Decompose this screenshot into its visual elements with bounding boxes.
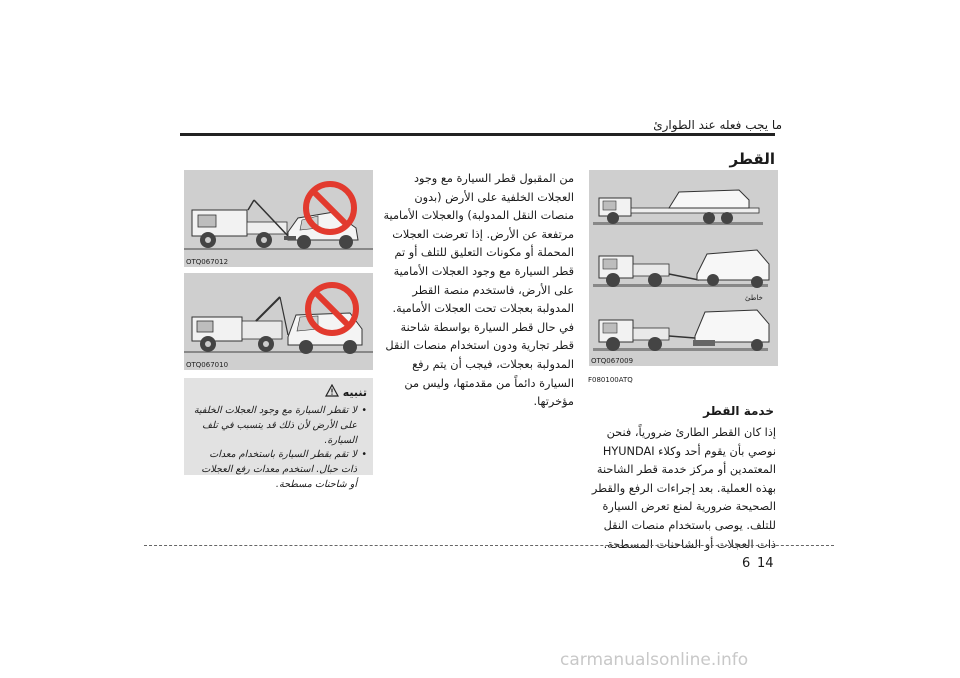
- figure-label: OTQ067009: [591, 357, 634, 365]
- page-number: 14: [757, 556, 774, 571]
- figure-label: OTQ067010: [186, 361, 229, 369]
- header-rule: [180, 133, 775, 136]
- section-title: القطر: [729, 150, 775, 168]
- figure-wrong-sling-tow: [184, 273, 373, 370]
- towing-paragraph: من المقبول قطر السيارة مع وجود العجلات الخلفية على الأرض (بدون منصات النقل المدولبة) والعجلات الأمامية مرتفعة عن الأرض. إذا تعرضت العجلات المحملة أو مكونات التعليق للتلف أو تم قطر السيارة مع وجود العجلات الأمامية على الأرض، فاستخدم منصة القطر المدولبة بعجلات تحت العجلات الأمامية. في حال قطر السيارة بواسطة شاحنة قطر تجارية ودون استخدام منصات النقل المدولبة بعجلات، فيجب أن يتم رفع السيارة دائماً من مقدمتها، وليس من مؤخرتها.: [383, 172, 574, 409]
- caution-heading: [325, 384, 367, 400]
- figure-correct-towing-methods: [589, 170, 778, 366]
- figure-code: F080100ATQ: [588, 376, 633, 384]
- figure-wrong-flatbed-rear: [184, 170, 373, 267]
- service-paragraph: إذا كان القطر الطارئ ضرورياً، فنحن نوصي بأن يقوم أحد وكلاء HYUNDAI المعتمدين أو مركز خدمة قطر الشاحنة بهذه العملية. بعد إجراءات الرفع والقطر الصحيحة ضرورية لمنع تعرض السيارة للتلف. يوصى باستخدام منصات النقل ذات العجلات أو الشاحنات المسطحة.: [591, 426, 776, 551]
- running-header: ما يجب فعله عند الطوارئ: [653, 118, 782, 132]
- footer-rule: [144, 545, 834, 546]
- warning-triangle-icon: [325, 384, 339, 400]
- caution-box: [184, 378, 373, 490]
- caution-item: • لا تقطر السيارة مع وجود العجلات الخلفية على الأرض لأن ذلك قد يتسبب في تلف السيارة.: [191, 404, 367, 448]
- watermark: carmanualsonline.info: [560, 650, 749, 670]
- wrecker-illustration: [192, 297, 288, 352]
- caution-title: تنبيه: [342, 385, 367, 399]
- service-title: خدمة القطر: [703, 404, 774, 418]
- figure-label: OTQ067012: [186, 258, 229, 266]
- chapter-number: 6: [742, 556, 751, 571]
- wheel-lift-truck-illustration: [593, 250, 769, 288]
- figure-annotation: خاطئ: [745, 294, 763, 302]
- caution-list: [191, 404, 367, 493]
- flatbed-truck-illustration: [593, 190, 763, 225]
- caution-item: • لا تقم بقطر السيارة باستخدام معدات ذات حبال. استخدم معدات رفع العجلات أو شاحنات مسطحة.: [191, 448, 367, 492]
- dolly-tow-illustration: [593, 310, 769, 351]
- tow-truck-illustration: [192, 200, 288, 248]
